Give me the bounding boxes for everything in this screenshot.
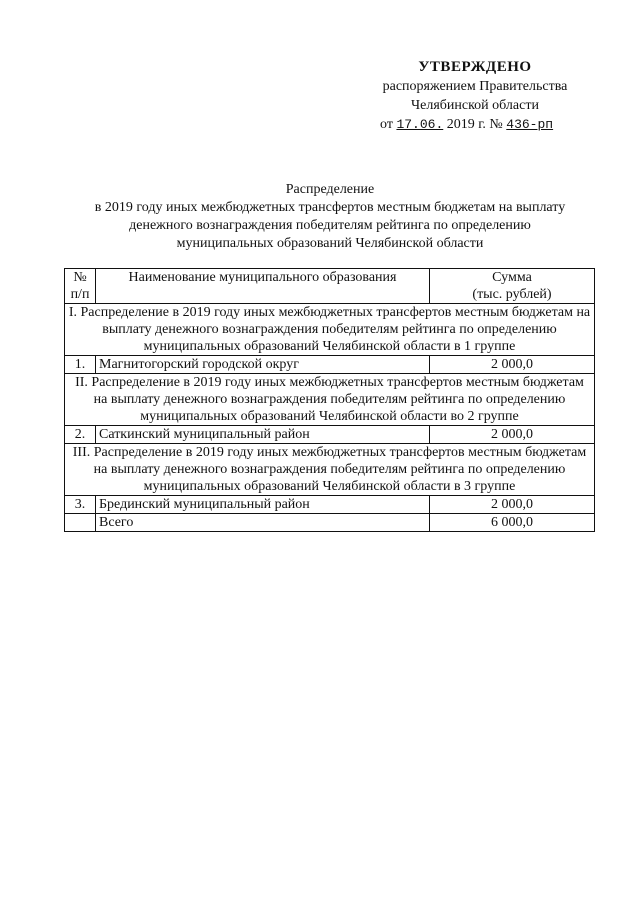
title-line-2: в 2019 году иных межбюджетных трансфертов местным бюджетам на выплату	[94, 200, 566, 215]
date-prefix: от	[380, 117, 393, 132]
title-line-4: муниципальных образований Челябинской области	[176, 236, 484, 251]
title-line-1: Распределение	[285, 182, 375, 197]
row-sum: 2 000,0	[430, 496, 595, 514]
table-row	[65, 426, 595, 444]
row-num: 3.	[65, 496, 96, 514]
approval-year: 2019 г. №	[446, 117, 503, 132]
document-title	[60, 181, 600, 253]
section-row-2: II. Распределение в 2019 году иных межбюджетных трансфертов местным бюджетам на выплату денежного вознаграждения победителям рейтинга по определению муниципальных образований Челябинской области во 2 группе	[65, 374, 595, 426]
title-line-3: денежного вознаграждения победителям рейтинга по определению	[129, 218, 531, 233]
approval-heading: УТВЕРЖДЕНО	[418, 59, 532, 75]
approval-date-line	[360, 115, 590, 134]
row-name: Магнитогорский городской округ	[96, 356, 430, 374]
total-row	[65, 514, 595, 532]
approval-line-1: распоряжением Правительства	[382, 79, 568, 94]
row-sum: 2 000,0	[430, 356, 595, 374]
approval-date: 17.06.	[396, 117, 444, 132]
section-row-3: III. Распределение в 2019 году иных межбюджетных трансфертов местным бюджетам на выплату денежного вознаграждения победителям рейтинга по определению муниципальных образований Челябинской области в 3 группе	[65, 444, 595, 496]
approval-line-2: Челябинской области	[411, 98, 539, 113]
header-num: № п/п	[65, 269, 96, 304]
distribution-table	[64, 268, 595, 532]
table-header-row	[65, 269, 595, 304]
approval-stamp	[360, 58, 590, 134]
row-num: 2.	[65, 426, 96, 444]
total-label: Всего	[96, 514, 430, 532]
row-name: Саткинский муниципальный район	[96, 426, 430, 444]
row-sum: 2 000,0	[430, 426, 595, 444]
header-name: Наименование муниципального образования	[96, 269, 430, 304]
approval-number: 436-рп	[506, 117, 554, 132]
section-row-1: I. Распределение в 2019 году иных межбюджетных трансфертов местным бюджетам на выплату денежного вознаграждения победителям рейтинга по определению муниципальных образований Челябинской области в 1 группе	[65, 304, 595, 356]
total-num	[65, 514, 96, 532]
header-sum: Сумма (тыс. рублей)	[430, 269, 595, 304]
row-name: Брединский муниципальный район	[96, 496, 430, 514]
total-sum: 6 000,0	[430, 514, 595, 532]
table-row	[65, 496, 595, 514]
table-row	[65, 356, 595, 374]
row-num: 1.	[65, 356, 96, 374]
